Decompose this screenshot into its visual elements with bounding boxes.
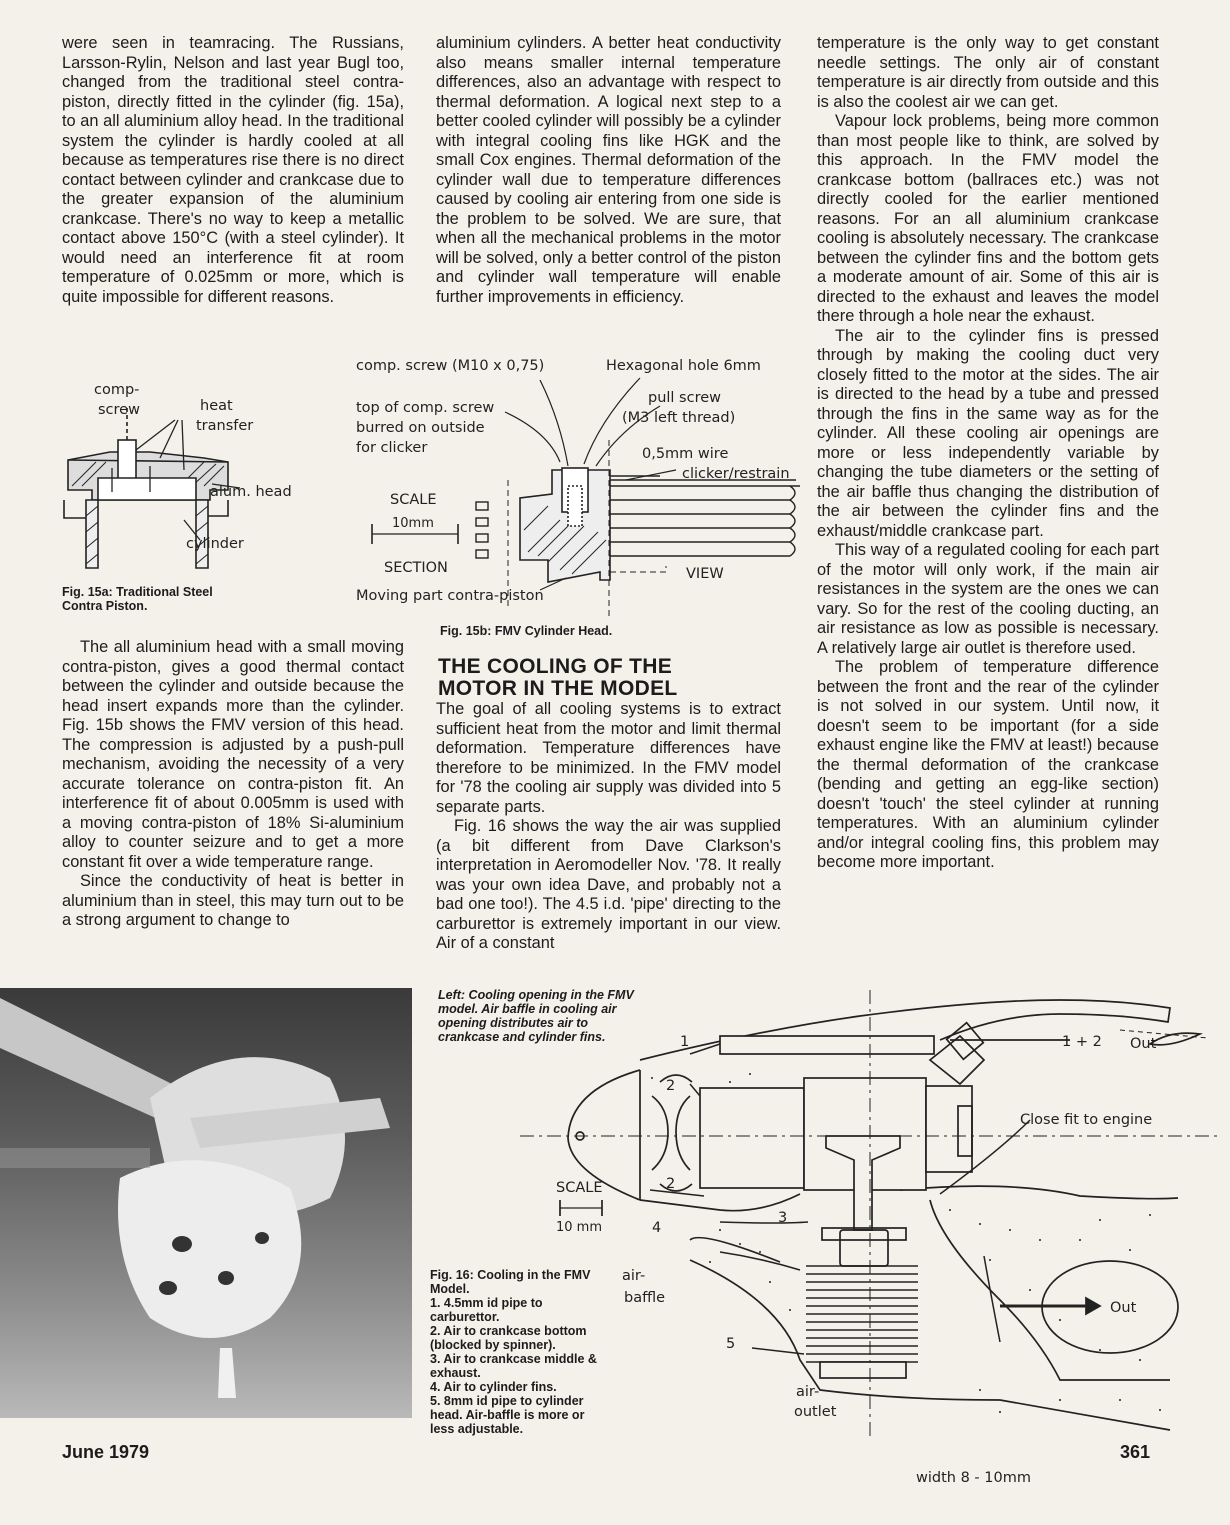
fig15b-label: SCALE: [390, 492, 437, 508]
fig16-label: width 8 - 10mm: [916, 1470, 1031, 1486]
photo-caption: Left: Cooling opening in the FMV model. Air baffle in cooling air opening distributes air to crankcase and cylinder fins.: [438, 988, 634, 1044]
fig15b-label: (M3 left thread): [622, 410, 736, 426]
paragraph: This way of a regulated cooling for each part of the motor will only work, if the main air resistances in the system are the ones we can vary. So for the rest of the cooling ducting, an air resistance as low as possible is necessary. A relatively large air outlet is therefore used.: [817, 541, 1159, 657]
fig15b-label: comp. screw (M10 x 0,75): [356, 358, 545, 374]
paragraph: The problem of temperature difference between the front and the rear of the cylinder is not solved in our system. Until now, it doesn't seem to be important (for a side exhaust engine like the FMV at least!) because the thermal deformation of the crankcase (bending and getting an egg-like section) doesn't 'touch' the steel cylinder at running temperatures. With an aluminium cylinder and/or integral cooling fins, this problem may become more important.: [817, 658, 1159, 871]
fig15a-label: alum. head: [210, 484, 292, 500]
fig15b-label: burred on outside: [356, 420, 485, 436]
paragraph: The goal of all cooling systems is to extract sufficient heat from the motor and limit thermal deformation. Temperature differences have therefore to be minimized. In the FMV model for '78 the cooling air supply was divided into 5 separate parts.: [436, 700, 781, 816]
fig16-label: air-: [622, 1268, 646, 1284]
fig15b-label: SECTION: [384, 560, 448, 576]
fig16-drawing: [520, 990, 1220, 1440]
fig16-label: 4: [652, 1220, 662, 1236]
fig16-label: Out: [1130, 1036, 1157, 1052]
fig15a-label: transfer: [196, 418, 254, 434]
paragraph: Fig. 16 shows the way the air was supplied (a bit different from Dave Clarkson's interpretation in Aeromodeller Nov. '78. It really was your own idea Dave, and probably not a bad one too!). The 4.5 i.d. 'pipe' directing to the carburettor is extremely important in our view. Air of a constant: [436, 817, 781, 952]
fig16-label: 5: [726, 1336, 736, 1352]
paragraph: Vapour lock problems, being more common than most people like to think, are solved by this approach. In the FMV model the crankcase bottom (ballraces etc.) was not directly cooled for the earlier mentioned reasons. For an all aluminium crankcase cooling is absolutely necessary. The crankcase between the cylinder fins and the bottom gets a moderate amount of air. Some of this air is directed to the exhaust and leaves the model there through a hole near the exhaust.: [817, 112, 1159, 325]
fig16-label: 2: [666, 1176, 676, 1192]
fig16-label: Close fit to engine: [1020, 1112, 1153, 1128]
fig15b-label: 0,5mm wire: [642, 446, 729, 462]
fig15a-caption: Fig. 15a: Traditional Steel Contra Piston.: [62, 585, 213, 613]
fig15a-label: cylinder: [186, 536, 244, 552]
fig15b-label: pull screw: [648, 390, 722, 406]
fig15b-label: 10mm: [392, 516, 434, 531]
paragraph: aluminium cylinders. A better heat conductivity also means smaller internal temperature differences, also an advantage with respect to thermal deformation. A logical next step to a better cooled cylinder will possibly be a cylinder with integral cooling fins like HGK and the small Cox engines. Thermal deformation of the cylinder wall due to temperature differences caused by cooling air entering from one side is the problem to be solved. We are sure, that when all the mechanical problems in the motor will be solved, only a better control of the piston and cylinder wall temperature will enable further improvements in efficiency.: [436, 34, 781, 306]
fig16-label: outlet: [794, 1404, 837, 1420]
paragraph: were seen in teamracing. The Russians, Larsson-Rylin, Nelson and last year Bugl too, changed from the traditional steel contra-piston, directly fitted in the cylinder (fig. 15a), to an all aluminium alloy head. In the traditional system the cylinder is hardly cooled at all because as temperatures rise there is no direct contact between cylinder and crankcase due to the greater expansion of the aluminium crankcase. There's no way to keep a metallic contact above 150°C (with a steel cylinder). It would need an interference fit at room temperature of 0.025mm or more, which is quite impossible for different reasons.: [62, 34, 404, 306]
fig15b-label: for clicker: [356, 440, 428, 456]
photo-illustration: [0, 988, 412, 1418]
fig16-label: SCALE: [556, 1180, 603, 1196]
fig15b-label: Moving part contra-piston: [356, 588, 544, 604]
paragraph: The air to the cylinder fins is pressed through by making the cooling duct very closely fitted to the motor at the sides. The air is directed to the head by a tube and pressed through the fins in the same way as for the cylinder. All these cooling air openings are more or less independently variable by changing the tube diameters or the setting of the air baffle thus changing the distribution of the air between the cylinder fins and the exhaust/middle crankcase part.: [817, 326, 1159, 540]
fig15b-label: Hexagonal hole 6mm: [606, 358, 761, 374]
fig15a-label: comp-: [94, 382, 140, 398]
paragraph: temperature is the only way to get constant needle settings. The only air of constant temperature is air directly from outside and this is also the coolest air we can get.: [817, 34, 1159, 111]
paragraph: The all aluminium head with a small moving contra-piston, gives a good thermal contact between the cylinder and outside because the head insert expands more than the cylinder. Fig. 15b shows the FMV version of this head. The compression is adjusted by a push-pull mechanism, avoiding the necessity of a very accurate tolerance on contra-piston fit. An interference fit of about 0.005mm is used with a moving contra-piston of 18% Si-aluminium alloy to counter seizure and to get a more constant fit over a wide temperature range.: [62, 638, 404, 871]
engine-photo: [0, 988, 412, 1418]
footer-date: June 1979: [62, 1442, 150, 1462]
fig15b-label: VIEW: [686, 566, 724, 582]
fig15b-caption: Fig. 15b: FMV Cylinder Head.: [440, 624, 613, 638]
fig16-caption: Fig. 16: Cooling in the FMV Model. 1. 4.5mm id pipe to carburettor. 2. Air to crankcase bottom (blocked by spinner). 3. Air to crankcase middle & exhaust. 4. Air to cylinder fins. 5. 8mm id pipe to cylinder head. Air-baffle is more or less adjustable.: [430, 1268, 597, 1436]
fig16-label: 10 mm: [556, 1220, 603, 1235]
fig15a-label: screw: [98, 402, 140, 418]
fig16-label: 1 + 2: [1062, 1034, 1102, 1050]
fig16-label: 2: [666, 1078, 676, 1094]
fig16-label: 1: [680, 1034, 690, 1050]
section-heading: THE COOLING OF THE MOTOR IN THE MODEL: [438, 655, 678, 700]
paragraph: Since the conductivity of heat is better in aluminium than in steel, this may turn out to be a strong argument to change to: [62, 872, 404, 929]
fig15b-label: clicker/restrain: [682, 466, 790, 482]
fig15a-label: heat: [200, 398, 233, 414]
page-number: 361: [1120, 1442, 1151, 1462]
fig15b-label: top of comp. screw: [356, 400, 495, 416]
fig16-label: air-: [796, 1384, 820, 1400]
fig16-label: Out: [1110, 1300, 1137, 1316]
fig16-label: baffle: [624, 1290, 666, 1306]
fig16-label: 3: [778, 1210, 788, 1226]
